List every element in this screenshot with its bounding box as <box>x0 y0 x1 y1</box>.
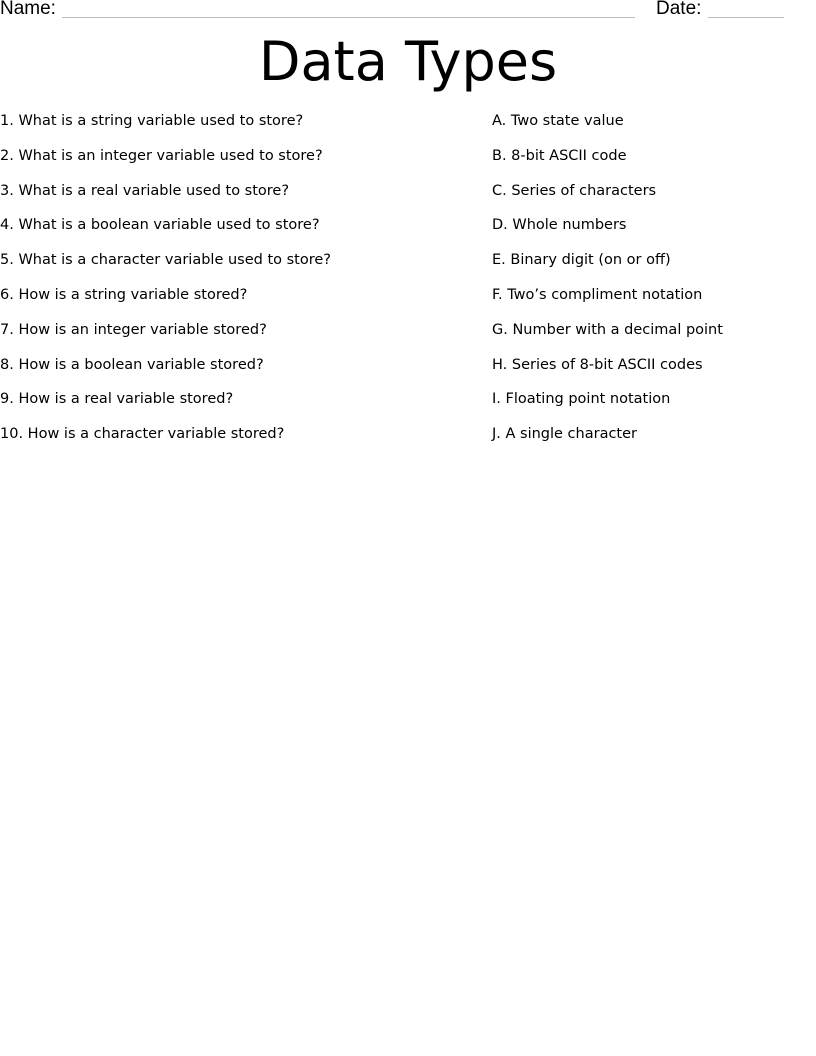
answer-item: B. 8-bit ASCII code <box>492 147 627 164</box>
question-item: 1. What is a string variable used to store? <box>0 113 304 129</box>
answer-item: C. Series of characters <box>492 182 657 199</box>
date-label: Date: <box>656 0 702 19</box>
question-item: 2. What is an integer variable used to store? <box>0 147 323 164</box>
question-item: 8. How is a boolean variable stored? <box>0 356 264 373</box>
answer-item: G. Number with a decimal point <box>492 321 723 338</box>
name-field-line[interactable] <box>62 17 635 18</box>
answer-list <box>492 111 812 459</box>
question-item: 5. What is a character variable used to store? <box>0 252 332 269</box>
answer-item: D. Whole numbers <box>492 217 627 234</box>
worksheet-header <box>0 0 816 22</box>
question-item: 10. How is a character variable stored? <box>0 426 285 443</box>
question-item: 3. What is a real variable used to store? <box>0 182 290 199</box>
page-title: Data Types <box>258 30 558 93</box>
question-item: 7. How is an integer variable stored? <box>0 321 267 338</box>
answer-item: F. Two’s compliment notation <box>492 286 703 303</box>
question-item: 4. What is a boolean variable used to store? <box>0 217 320 234</box>
name-label: Name: <box>0 0 56 19</box>
date-field-line[interactable] <box>708 17 784 18</box>
question-item: 9. How is a real variable stored? <box>0 391 234 408</box>
answer-item: A. Two state value <box>492 113 624 129</box>
question-item: 6. How is a string variable stored? <box>0 286 248 303</box>
answer-item: J. A single character <box>492 426 637 443</box>
answer-item: E. Binary digit (on or off) <box>492 252 671 269</box>
question-list <box>0 111 480 459</box>
answer-item: H. Series of 8-bit ASCII codes <box>492 356 703 373</box>
answer-item: I. Floating point notation <box>492 391 671 408</box>
